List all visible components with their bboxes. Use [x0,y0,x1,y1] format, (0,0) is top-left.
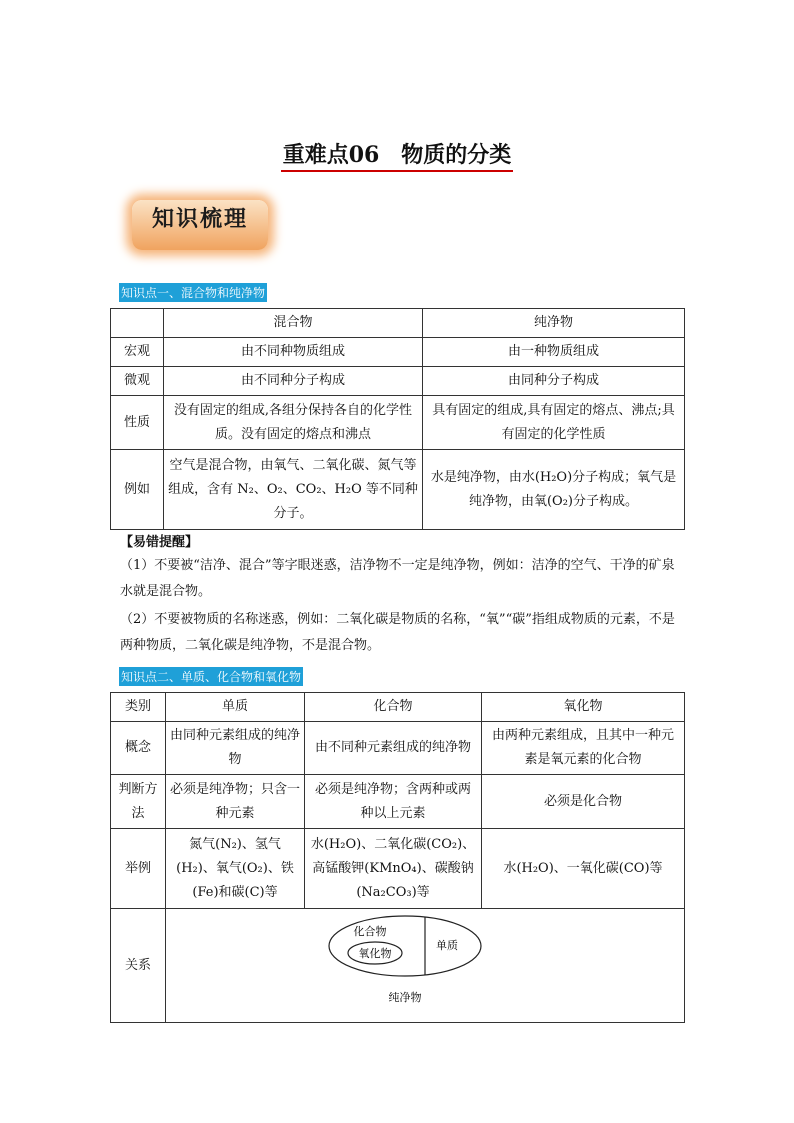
note-1: （1）不要被“洁净、混合”等字眼迷惑，洁净物不一定是纯净物，例如：洁净的空气、干净的矿泉水就是混合物。 [120,558,675,599]
label-element: 单质 [436,939,458,952]
note-title: 【易错提醒】 [120,535,199,550]
table-mixture-pure: 混合物 纯净物 宏观 由不同种物质组成 由一种物质组成 微观 由不同种分子构成 由同种分子构成 性质 没有固定的组成,各组分保持各自的化学性质。没有固定的熔点和沸点 具有固定的组成,具有固定的熔点、沸点;具有固定的化学性质 例如 空气是混合物，由氧气、二氧化碳、氮气等组成，含有 N₂、O₂、CO₂、H₂O 等不同种分子。 水是纯净物，由水(H₂O)分子构成；氧气是纯净物，由氧(O₂)分子构成。 [110,308,685,530]
note-2: （2）不要被物质的名称迷惑，例如：二氧化碳是物质的名称，“氧”“碳”指组成物质的元素，不是两种物质，二氧化碳是纯净物，不是混合物。 [120,612,675,653]
label-pure: 纯净物 [388,991,422,1004]
table-row: 概念 由同种元素组成的纯净物 由不同种元素组成的纯净物 由两种元素组成，且其中一种元素是氧元素的化合物 [111,722,685,775]
section2-heading: 知识点二、单质、化合物和氧化物 [119,667,303,686]
label-oxide: 氧化物 [358,947,392,960]
table-row: 性质 没有固定的组成,各组分保持各自的化学性质。没有固定的熔点和沸点 具有固定的组成,具有固定的熔点、沸点;具有固定的化学性质 [111,396,685,450]
table-row: 判断方法 必须是纯净物；只含一种元素 必须是纯净物；含两种或两种以上元素 必须是化合物 [111,775,685,829]
table-row: 举例 氮气(N₂)、氢气(H₂)、氧气(O₂)、铁(Fe)和碳(C)等 水(H₂O)、二氧化碳(CO₂)、高锰酸钾(KMnO₄)、碳酸钠(Na₂CO₃)等 水(H₂O)、一氧化碳(CO)等 [111,829,685,909]
relation-diagram [166,909,685,1023]
section-badge: 知识梳理 [124,192,276,258]
venn-diagram [325,911,525,1011]
table-row: 例如 空气是混合物，由氧气、二氧化碳、氮气等组成，含有 N₂、O₂、CO₂、H₂O 等不同种分子。 水是纯净物，由水(H₂O)分子构成；氧气是纯净物，由氧(O₂)分子构成。 [111,450,685,530]
section1-heading: 知识点一、混合物和纯净物 [119,283,267,302]
table-row: 微观 由不同种分子构成 由同种分子构成 [111,367,685,396]
table-element-compound-oxide: 类别 单质 化合物 氧化物 概念 由同种元素组成的纯净物 由不同种元素组成的纯净物 由两种元素组成，且其中一种元素是氧元素的化合物 判断方法 必须是纯净物；只含一种元素 必须是纯净物；含两种或两种以上元素 必须是化合物 举例 氮气(N₂)、氢气(H₂)、氧气(O₂)、铁(Fe)和碳(C)等 水(H₂O)、二氧化碳(CO₂)、高锰酸钾(KMnO₄)、碳酸钠(Na₂CO₃)等 水(H₂O)、一氧化碳(CO)等 关系 化合物 氧化物 单质 纯净物 [110,692,685,1023]
table-row: 关系 化合物 氧化物 单质 纯净物 [111,909,685,1023]
page-title: 重难点06 物质的分类 [0,138,794,169]
table-row: 宏观 由不同种物质组成 由一种物质组成 [111,338,685,367]
label-compound: 化合物 [353,925,387,938]
